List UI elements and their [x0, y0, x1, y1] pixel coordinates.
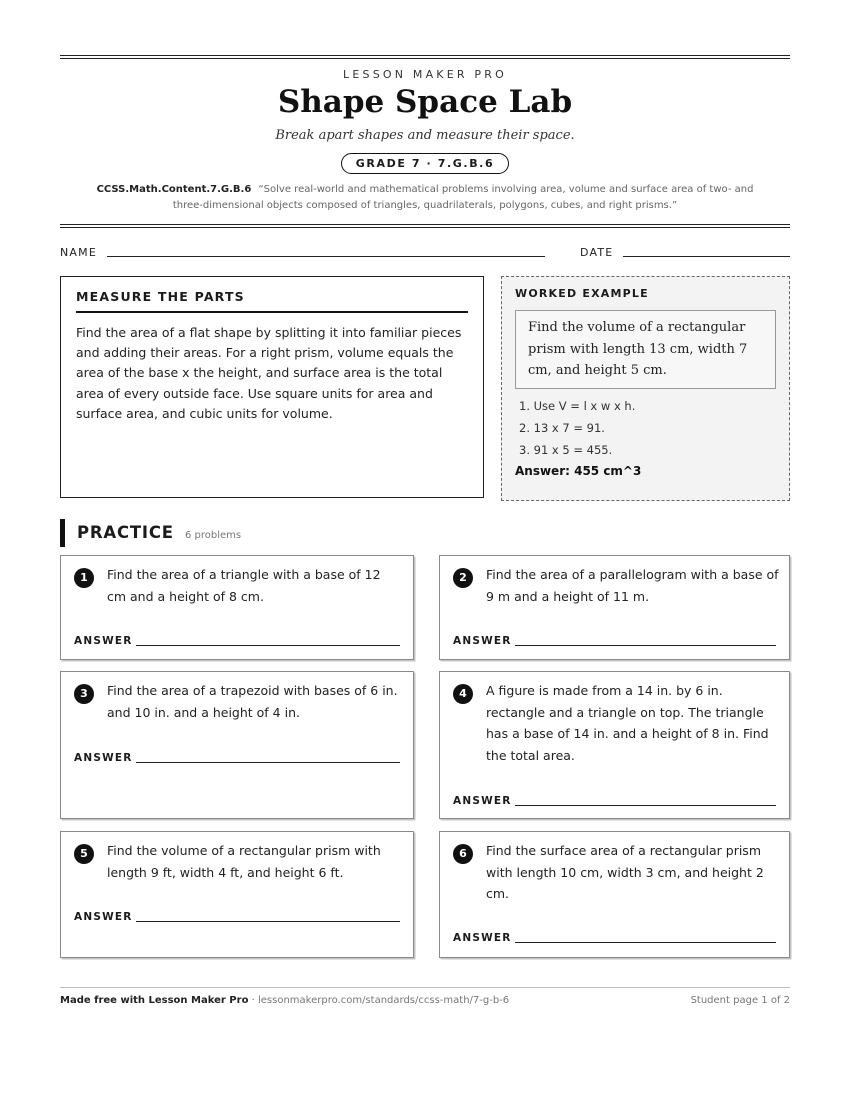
- answer-row: [453, 795, 776, 809]
- practice-heading: PRACTICE: [77, 523, 174, 542]
- answer-row: [453, 635, 776, 649]
- problem-card-3: [60, 671, 414, 819]
- name-field[interactable]: [107, 256, 545, 257]
- worked-step: 2. 13 x 7 = 91.: [519, 420, 605, 435]
- problem-text: Find the area of a triangle with a base of 12 cm and a height of 8 cm.: [107, 567, 381, 604]
- problem-number: 3: [74, 684, 94, 704]
- problem-number: 2: [453, 568, 473, 588]
- problem-card-5: [60, 831, 414, 958]
- worked-step: 1. Use V = l x w x h.: [519, 398, 636, 413]
- footer-made-with: Made free with Lesson Maker Pro: [60, 995, 249, 1006]
- header-divider: [60, 224, 790, 228]
- footer-url[interactable]: · lessonmakerpro.com/standards/ccss-math/7-g-b-6: [251, 995, 510, 1006]
- practice-heading-block: [60, 519, 241, 547]
- problem-number: 5: [74, 844, 94, 864]
- answer-label: ANSWER: [453, 795, 512, 807]
- answer-row: [74, 635, 400, 649]
- problem-text: A figure is made from a 14 in. by 6 in. rectangle and a triangle on top. The triangle has a base of 14 in. and a height of 8 in. Find the total area.: [486, 683, 769, 763]
- answer-label: ANSWER: [453, 635, 512, 647]
- worked-example-answer: Answer: 455 cm^3: [515, 463, 642, 478]
- answer-field[interactable]: [136, 921, 400, 922]
- measure-the-parts-panel: [60, 276, 484, 498]
- problem-card-2: [439, 555, 790, 660]
- problem-card-1: [60, 555, 414, 660]
- page-subtitle: Break apart shapes and measure their space.: [275, 128, 575, 143]
- answer-label: ANSWER: [74, 635, 133, 647]
- problem-card-6: [439, 831, 790, 958]
- name-label: NAME: [60, 246, 97, 259]
- brand-label: LESSON MAKER PRO: [343, 68, 507, 81]
- standard-description: [80, 182, 770, 214]
- worked-step: 3. 91 x 5 = 455.: [519, 442, 613, 457]
- answer-field[interactable]: [515, 942, 776, 943]
- standard-text: “Solve real-world and mathematical problems involving area, volume and surface area of two- and three-dimensional objects composed of triangles, quadrilaterals, polygons, cubes, and right prisms.”: [172, 184, 754, 211]
- name-date-row: [60, 244, 790, 264]
- problem-number: 4: [453, 684, 473, 704]
- date-field[interactable]: [623, 256, 790, 257]
- problem-number: 1: [74, 568, 94, 588]
- grade-badge: GRADE 7 · 7.G.B.6: [341, 153, 509, 174]
- answer-field[interactable]: [515, 645, 776, 646]
- problem-card-4: [439, 671, 790, 819]
- worked-example-steps: [515, 395, 776, 461]
- worked-example-heading: WORKED EXAMPLE: [515, 287, 649, 300]
- footer-divider: [60, 987, 790, 988]
- measure-heading: MEASURE THE PARTS: [76, 289, 468, 313]
- answer-row: [74, 752, 400, 766]
- answer-field[interactable]: [515, 805, 776, 806]
- problem-text: Find the area of a parallelogram with a base of 9 m and a height of 11 m.: [486, 567, 779, 604]
- problem-text: Find the area of a trapezoid with bases of 6 in. and 10 in. and a height of 4 in.: [107, 683, 398, 720]
- answer-field[interactable]: [136, 645, 400, 646]
- answer-field[interactable]: [136, 762, 400, 763]
- measure-body: Find the area of a flat shape by splitting it into familiar pieces and adding their areas. For a right prism, volume equals the area of the base x the height, and surface area is the total area of every outside face. Use square units for area and surface area, and cubic units for volume.: [76, 325, 462, 421]
- problem-text: Find the surface area of a rectangular prism with length 10 cm, width 3 cm, and height 2 cm.: [486, 843, 764, 901]
- answer-row: [453, 932, 776, 946]
- footer-credit: [60, 995, 509, 1006]
- page-number-label: Student page 1 of 2: [690, 995, 790, 1006]
- page-title: Shape Space Lab: [277, 84, 573, 120]
- worked-example-problem: Find the volume of a rectangular prism with length 13 cm, width 7 cm, and height 5 cm.: [515, 310, 776, 389]
- answer-label: ANSWER: [74, 911, 133, 923]
- practice-count: 6 problems: [184, 530, 242, 541]
- top-divider: [60, 55, 790, 59]
- answer-row: [74, 911, 400, 925]
- worked-example-panel: [501, 276, 790, 501]
- problem-text: Find the volume of a rectangular prism with length 9 ft, width 4 ft, and height 6 ft.: [107, 843, 381, 880]
- answer-label: ANSWER: [453, 932, 512, 944]
- problem-number: 6: [453, 844, 473, 864]
- date-label: DATE: [580, 246, 614, 259]
- answer-label: ANSWER: [74, 752, 133, 764]
- standard-code: CCSS.Math.Content.7.G.B.6: [96, 184, 252, 195]
